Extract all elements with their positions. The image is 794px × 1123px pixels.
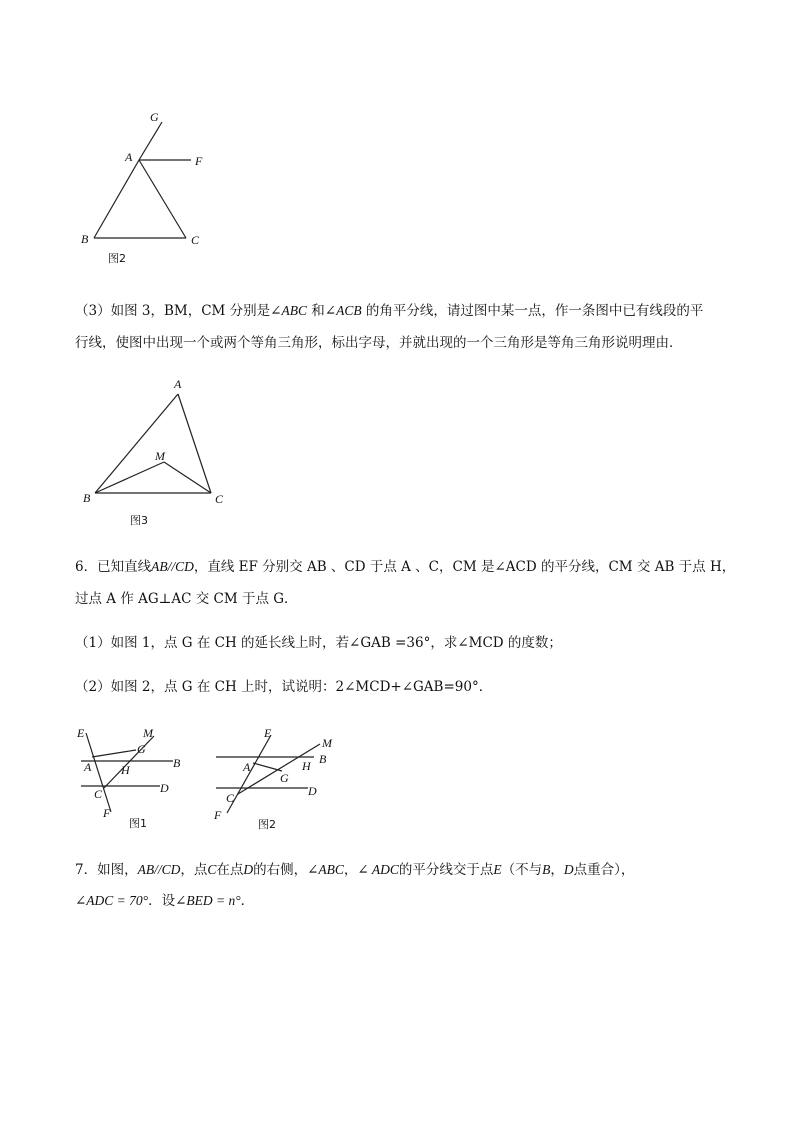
- segment-ac: [139, 160, 186, 238]
- figure-caption: 图2: [108, 252, 126, 265]
- question-6-part-2: （2）如图 2，点 G 在 CH 上时，试说明：2∠MCD+∠GAB=90°．: [75, 679, 493, 695]
- question-7-line-2: [75, 891, 254, 911]
- question-5-part-3-line-1: [75, 301, 703, 321]
- figure-caption: 图1: [129, 817, 147, 830]
- math-ab-parallel-cd: AB//CD: [151, 559, 194, 574]
- math-angle-adc: ∠ ADC: [357, 862, 399, 877]
- text: （3）如图 3，BM，CM 分别是: [75, 303, 271, 319]
- text: ，点: [180, 862, 208, 878]
- label-c: C: [226, 791, 235, 805]
- label-a: A: [125, 150, 133, 164]
- text: 点重合），: [573, 862, 635, 878]
- segment-ab: [94, 160, 139, 238]
- text: 和: [306, 303, 325, 319]
- segment-ab: [95, 394, 178, 493]
- label-h: H: [121, 763, 130, 777]
- label-a: A: [174, 377, 182, 391]
- text: 6．已知直线: [75, 559, 152, 575]
- text: ．: [240, 893, 255, 909]
- label-m: M: [322, 736, 332, 750]
- text: 在点: [216, 862, 244, 878]
- label-m: M: [155, 449, 165, 463]
- figure-2: [78, 105, 238, 275]
- text: 的右侧，: [253, 862, 308, 878]
- question-7-line-1: [75, 860, 634, 880]
- text: 的角平分线，请过图中某一点，作一条图中已有线段的平: [361, 303, 704, 319]
- math-angle-abc: ∠ABC: [307, 862, 344, 877]
- text: ，直线 EF 分别交 AB 、CD 于点 A 、C，CM 是∠ACD 的平分线，CM 交 AB 于点 H，: [193, 559, 736, 575]
- math-point-d: D: [563, 862, 574, 877]
- segment-ag: [253, 763, 282, 771]
- ray-cm: [104, 736, 154, 788]
- math-ab-parallel-cd: AB//CD: [137, 862, 181, 877]
- label-m: M: [143, 726, 153, 740]
- label-g: G: [280, 771, 289, 785]
- figure-6-2-diagram: [210, 722, 350, 837]
- label-a: A: [243, 760, 251, 774]
- math-angle-abc: ∠ABC: [270, 303, 307, 318]
- text: ，: [343, 862, 358, 878]
- segment-ac: [178, 394, 211, 493]
- figure-2-diagram: [78, 105, 238, 275]
- question-6-line-1: [75, 557, 735, 577]
- question-6-part-1: （1）如图 1，点 G 在 CH 的延长线上时，若∠GAB =36°，求∠MCD 的度数；: [75, 635, 562, 651]
- label-b: B: [173, 756, 181, 770]
- label-f: F: [195, 154, 203, 168]
- math-point-b: B: [542, 862, 551, 877]
- text: ，: [550, 862, 564, 878]
- ray-ag: [139, 122, 162, 160]
- label-b: B: [83, 491, 91, 505]
- figure-caption: 图2: [258, 818, 276, 831]
- math-point-e: E: [493, 862, 502, 877]
- math-angle-bed-n: ∠BED = n°: [175, 893, 241, 908]
- figure-6-1: [74, 722, 194, 837]
- text: 的平分线交于点: [398, 862, 494, 878]
- label-g: G: [137, 742, 146, 756]
- figure-3-diagram: [78, 372, 248, 532]
- label-e: E: [264, 726, 272, 740]
- question-6-line-2: 过点 A 作 AG⊥AC 交 CM 于点 G．: [75, 591, 298, 607]
- label-c: C: [94, 787, 103, 801]
- label-f: F: [103, 806, 111, 820]
- math-angle-acb: ∠ACB: [324, 303, 362, 318]
- label-a: A: [84, 760, 92, 774]
- text: 7．如图，: [75, 862, 138, 878]
- question-5-part-3-line-2: 行线，使图中出现一个或两个等角三角形，标出字母，并就出现的一个三角形是等角三角形说明理由．: [75, 335, 683, 351]
- label-f: F: [214, 808, 222, 822]
- text: （不与: [501, 862, 543, 878]
- figure-caption: 图3: [130, 514, 148, 527]
- label-g: G: [150, 110, 159, 124]
- figure-6-1-diagram: [74, 722, 194, 837]
- label-h: H: [302, 759, 311, 773]
- label-d: D: [160, 781, 169, 795]
- label-b: B: [319, 752, 327, 766]
- math-point-c: C: [207, 862, 217, 877]
- figure-6-2: [210, 722, 350, 837]
- math-angle-adc-70: ∠ADC = 70°: [75, 893, 149, 908]
- label-c: C: [191, 233, 200, 247]
- figure-3: [78, 372, 248, 532]
- label-d: D: [308, 784, 317, 798]
- segment-cm: [164, 462, 211, 493]
- segment-bm: [95, 462, 164, 493]
- math-point-d: D: [243, 862, 254, 877]
- text: ．设: [148, 893, 176, 909]
- label-b: B: [81, 232, 89, 246]
- label-e: E: [77, 726, 85, 740]
- segment-ag: [92, 750, 136, 757]
- label-c: C: [215, 492, 224, 506]
